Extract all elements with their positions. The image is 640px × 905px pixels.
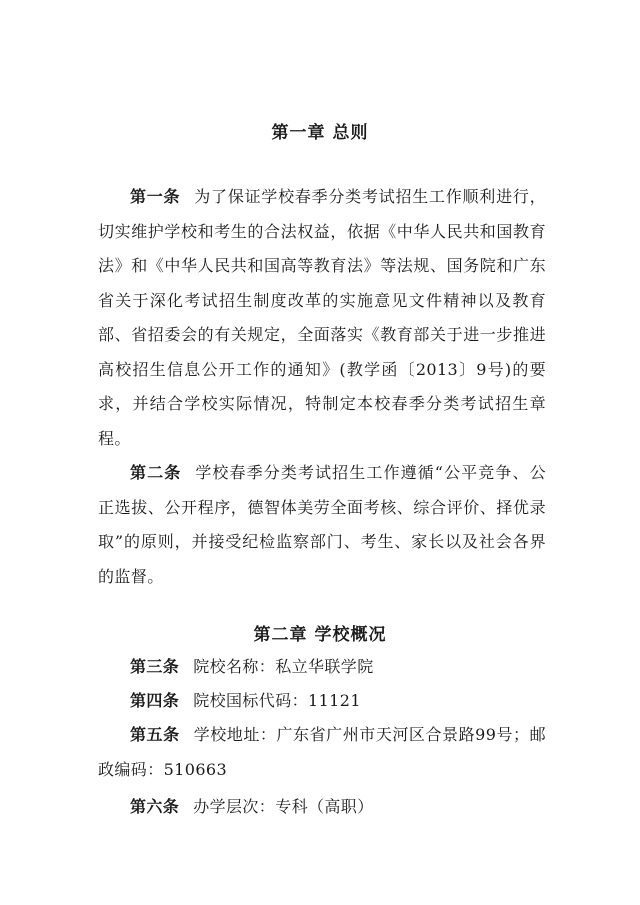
chapter-title: 第二章 学校概况 [253, 625, 387, 645]
article-paragraph [98, 650, 546, 685]
article-paragraph [98, 456, 546, 594]
article-label: 第三条 [130, 657, 180, 676]
article-paragraph [98, 718, 546, 787]
article-text: 学校春季分类考试招生工作遵循“公平竞争、公正选拔、公开程序，德智体美劳全面考核、综合评价、择优录取”的原则，并接受纪检监察部门、考生、家长以及社会各界的监督。 [98, 463, 546, 586]
article-label: 第一条 [130, 187, 181, 206]
article-text: 办学层次：专科（高职） [193, 797, 374, 816]
article-label: 第五条 [130, 725, 180, 744]
article-text: 院校名称：私立华联学院 [193, 657, 374, 676]
article-text: 学校地址：广东省广州市天河区合景路99号；邮政编码：510663 [98, 725, 546, 779]
article-label: 第六条 [130, 797, 180, 816]
article-text: 为了保证学校春季分类考试招生工作顺利进行，切实维护学校和考生的合法权益，依据《中华人民共和国教育法》和《中华人民共和国高等教育法》等法规、国务院和广东省关于深化考试招生制度改革的实施意见文件精神以及教育部、省招委会的有关规定，全面落实《教育部关于进一步推进高校招生信息公开工作的通知》(教学函〔2013〕9号)的要求，并结合学校实际情况，特制定本校春季分类考试招生章程。 [98, 187, 546, 448]
article-label: 第四条 [130, 691, 180, 710]
article-paragraph [98, 180, 546, 456]
article-paragraph [98, 790, 546, 825]
chapter-title: 第一章 总则 [271, 123, 369, 143]
article-label: 第二条 [130, 463, 182, 482]
article-paragraph [98, 684, 546, 719]
article-text: 院校国标代码：11121 [193, 691, 361, 710]
